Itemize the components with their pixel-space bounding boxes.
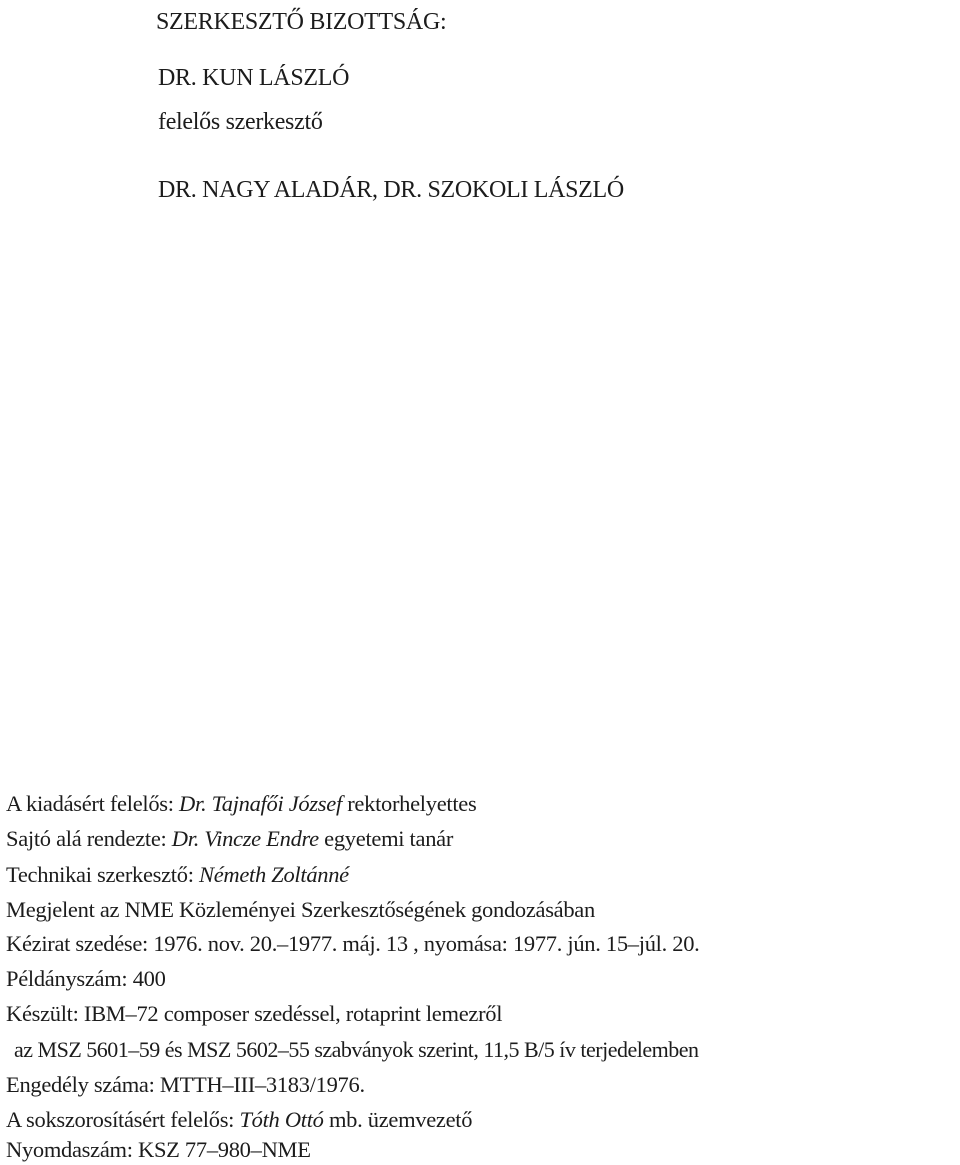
published-line: Megjelent az NME Közleményei Szerkesztőségének gondozásában (6, 897, 595, 922)
technical-editor-name: Németh Zoltánné (199, 862, 349, 887)
publisher-name: Dr. Tajnafői József (179, 791, 342, 816)
permit-line: Engedély száma: MTTH–III–3183/1976. (6, 1072, 365, 1097)
publisher-line (6, 790, 476, 818)
editorial-board-members: DR. NAGY ALADÁR, DR. SZOKOLI LÁSZLÓ (158, 177, 624, 203)
publisher-label: A kiadásért felelős: (6, 791, 174, 816)
chief-editor-role: felelős szerkesztő (158, 109, 323, 135)
produced-line-1: Készült: IBM–72 composer szedéssel, rotaprint lemezről (6, 1001, 503, 1026)
manuscript-line: Kézirat szedése: 1976. nov. 20.–1977. máj. 13 , nyomása: 1977. jún. 15–júl. 20. (6, 931, 700, 956)
prepared-by-line (6, 825, 453, 853)
publisher-title: rektorhelyettes (347, 791, 477, 816)
prepared-by-name: Dr. Vincze Endre (171, 826, 319, 851)
copies-line: Példányszám: 400 (6, 966, 166, 991)
editorial-board-heading: SZERKESZTŐ BIZOTTSÁG: (156, 9, 447, 35)
print-number-line: Nyomdaszám: KSZ 77–980–NME (6, 1137, 311, 1162)
chief-editor-name: DR. KUN LÁSZLÓ (158, 65, 350, 91)
reproduction-title: mb. üzemvezető (328, 1107, 473, 1132)
prepared-by-title: egyetemi tanár (324, 826, 454, 851)
produced-line-2: az MSZ 5601–59 és MSZ 5602–55 szabványok szerint, 11,5 B/5 ív terjedelemben (14, 1037, 699, 1062)
reproduction-line (6, 1106, 472, 1134)
reproduction-name: Tóth Ottó (239, 1107, 324, 1132)
prepared-by-label: Sajtó alá rendezte: (6, 826, 167, 851)
reproduction-label: A sokszorosításért felelős: (6, 1107, 235, 1132)
technical-editor-line (6, 861, 349, 889)
technical-editor-label: Technikai szerkesztő: (6, 862, 194, 887)
